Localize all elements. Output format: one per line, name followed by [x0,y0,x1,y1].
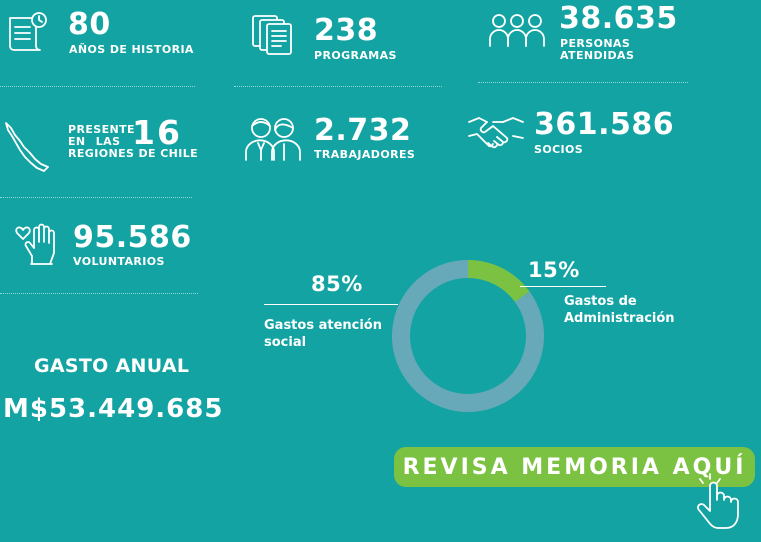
pointer-hand-icon [692,472,744,534]
documents-icon [251,14,297,58]
people-group-icon [488,12,546,50]
chile-map-icon [2,120,54,174]
stat-regiones [0,100,210,190]
socios-value: 361.586 [534,107,675,142]
label-admin-line-2: Administración [564,311,675,326]
regiones-line-2: EN LAS [68,135,121,148]
heart-hand-icon [14,218,60,268]
expense-donut-chart [390,258,546,414]
stat-programas [240,0,440,70]
revisa-memoria-label: REVISA MEMORIA AQUÍ [402,454,747,480]
workers-icon [244,116,302,162]
leader-line-social [264,304,398,305]
stat-socios [465,100,755,170]
label-social-line-2: social [264,335,307,350]
voluntarios-label: VOLUNTARIOS [73,255,165,268]
regiones-value: 16 [132,113,182,152]
voluntarios-value: 95.586 [73,220,192,255]
leader-line-admin [520,286,606,287]
separator [0,86,195,87]
personas-label-2: ATENDIDAS [560,49,635,62]
label-admin-line-1: Gastos de [564,294,637,309]
personas-label-1: PERSONAS [560,37,631,50]
trabajadores-value: 2.732 [314,113,412,148]
trabajadores-label: TRABAJADORES [314,148,416,161]
scroll-clock-icon [6,10,50,54]
stat-personas [480,0,760,70]
historia-value: 80 [68,7,111,42]
programas-value: 238 [314,13,379,48]
programas-label: PROGRAMAS [314,49,397,62]
personas-value: 38.635 [559,1,678,36]
handshake-icon [467,114,525,150]
separator [0,197,192,198]
label-social-line-1: Gastos atención [264,318,382,333]
stat-historia [0,0,200,70]
separator [234,86,442,87]
gasto-anual-title: GASTO ANUAL [34,355,190,377]
label-social-pct: 85% [311,272,363,296]
label-admin-pct: 15% [528,258,580,282]
stat-trabajadores [240,100,460,170]
historia-label: AÑOS DE HISTORIA [69,43,194,56]
separator [0,293,198,294]
socios-label: SOCIOS [534,143,584,156]
separator [478,82,688,83]
stat-voluntarios [0,210,220,280]
regiones-line-3: REGIONES DE CHILE [68,147,199,160]
gasto-anual-amount: M$53.449.685 [3,394,224,424]
regiones-line-1: PRESENTE [68,123,135,136]
